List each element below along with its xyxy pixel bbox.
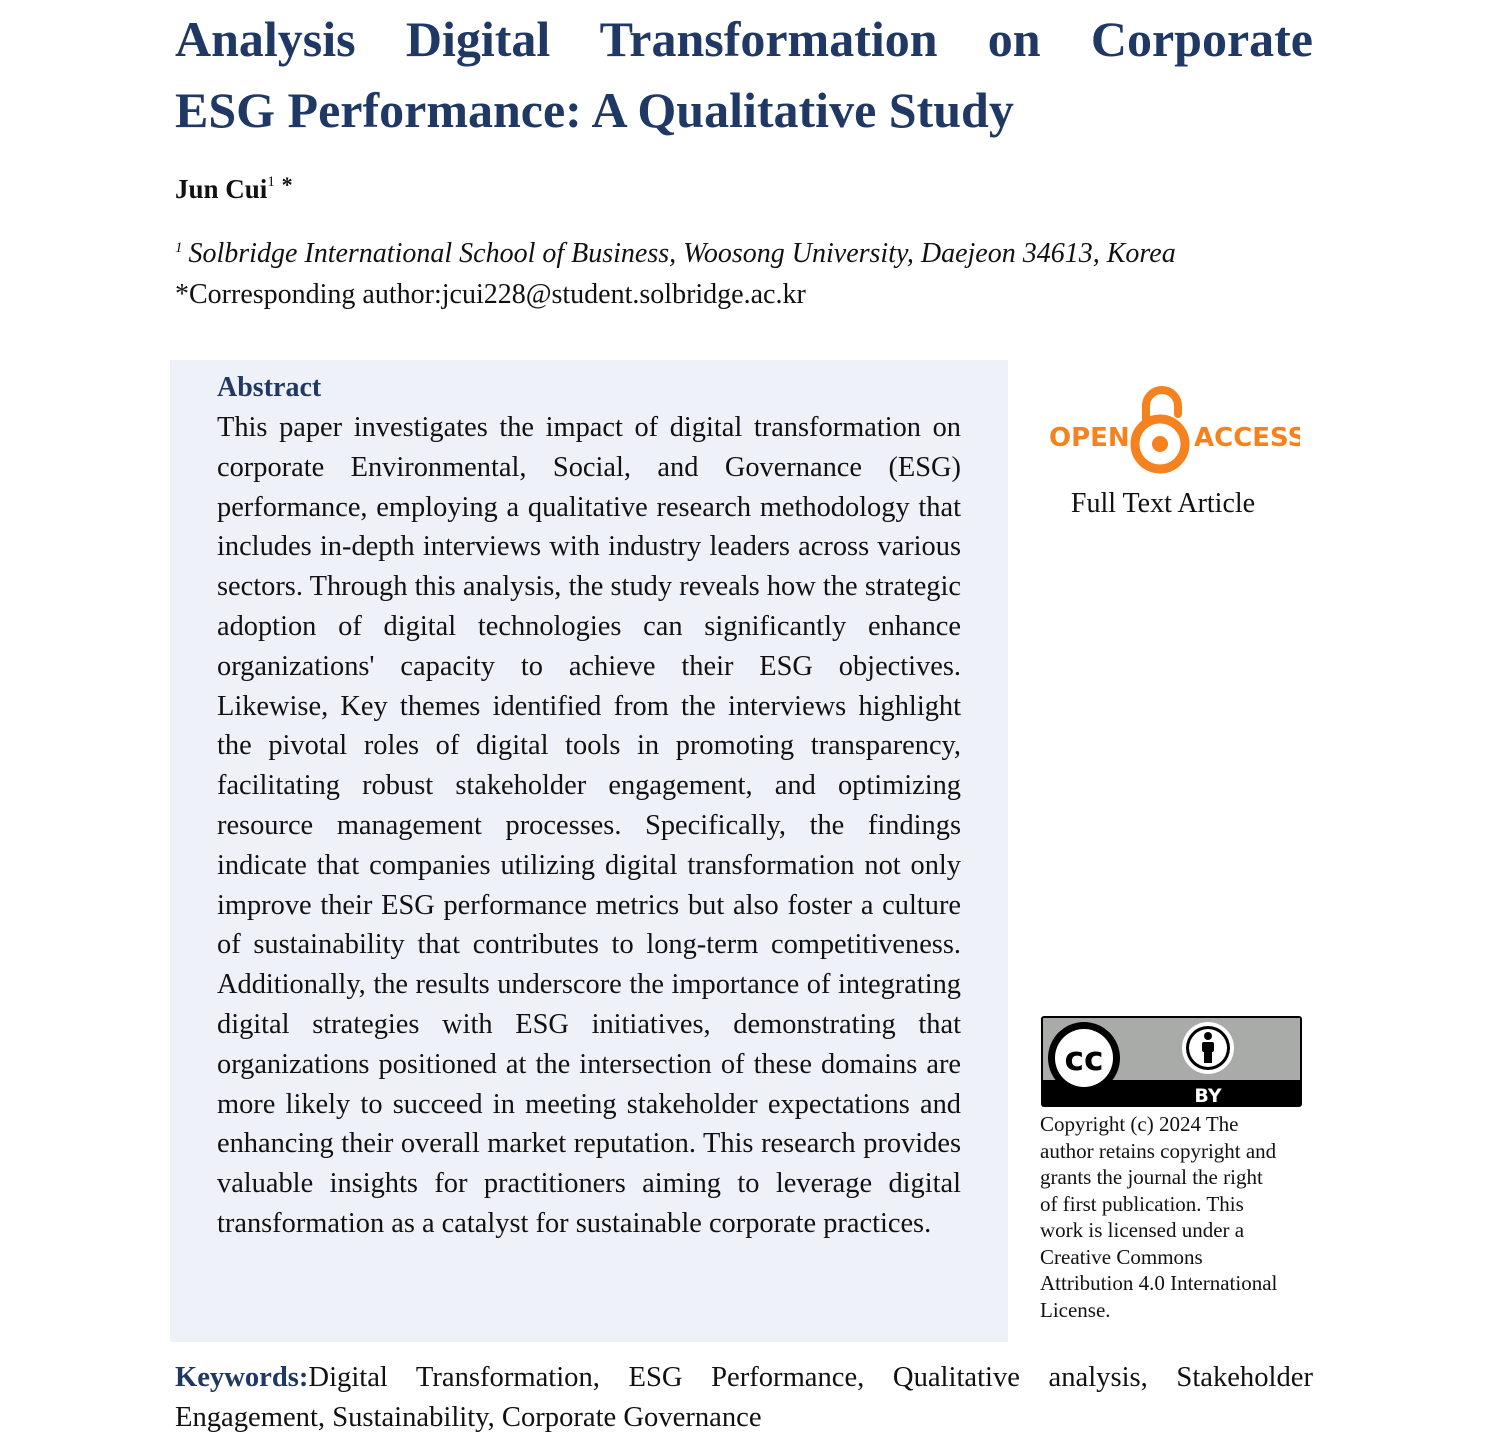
keywords-label: Keywords:: [175, 1362, 309, 1393]
open-access-open-text: OPEN: [1049, 423, 1130, 453]
paper-title: [175, 4, 1313, 146]
abstract-heading: Abstract: [217, 372, 322, 403]
cc-by-license-badge[interactable]: [1040, 1015, 1303, 1113]
open-access-logo: [1040, 382, 1300, 482]
cc-text: cc: [1064, 1039, 1104, 1078]
copyright-notice: Copyright (c) 2024 The author retains copyright and grants the journal the right of first publication. This work is licensed under a Creative Commons Attribution 4.0 International License.: [1040, 1112, 1278, 1322]
keywords: [175, 1358, 1313, 1438]
corresponding-author: *Corresponding author:jcui228@student.solbridge.ac.kr: [175, 279, 806, 310]
affiliation-mark: 1: [175, 240, 183, 256]
full-text-label: Full Text Article: [1070, 488, 1256, 519]
abstract-text: This paper investigates the impact of digital transformation on corporate Environmental, Social, and Governance (ESG) performance, employing a qualitative research methodology that includes in-depth interviews with industry leaders across various sectors. Through this analysis, the study reveals how the strategic adoption of digital technologies can significantly enhance organizations' capacity to achieve their ESG objectives. Likewise, Key themes identified from the interviews highlight the pivotal roles of digital tools in promoting transparency, facilitating robust stakeholder engagement, and optimizing resource management processes. Specifically, the findings indicate that companies utilizing digital transformation not only improve their ESG performance metrics but also foster a culture of sustainability that contributes to long-term competitiveness. Additionally, the results underscore the importance of integrating digital strategies with ESG initiatives, demonstrating that organizations positioned at the intersection of these domains are more likely to succeed in meeting stakeholder expectations and enhancing their overall market reputation. This research provides valuable insights for practitioners aiming to leverage digital transformation as a catalyst for sustainable corporate practices.: [217, 412, 961, 1239]
keywords-text: Digital Transformation, ESG Performance, Qualitative analysis, Stakeholder Engagement, Sustainability, Corporate Governance: [175, 1362, 1313, 1433]
affiliation: [175, 238, 1176, 270]
open-access-access-text: ACCESS: [1194, 423, 1300, 453]
paper-title-line-2: ESG Performance: A Qualitative Study: [175, 82, 1014, 138]
by-text: BY: [1194, 1085, 1222, 1107]
corresponding-mark: *: [281, 172, 293, 197]
paper-title-line-1: Analysis Digital Transformation on Corporate: [175, 11, 1313, 67]
open-lock-icon: [1040, 382, 1300, 477]
affiliation-text: Solbridge International School of Business, Woosong University, Daejeon 34613, Korea: [188, 238, 1176, 269]
abstract-box: [170, 360, 1008, 1342]
author-line: [175, 172, 293, 205]
cc-by-icon: [1040, 1015, 1303, 1108]
author-name: Jun Cui: [175, 174, 268, 204]
author-affiliation-mark: 1: [267, 174, 275, 190]
